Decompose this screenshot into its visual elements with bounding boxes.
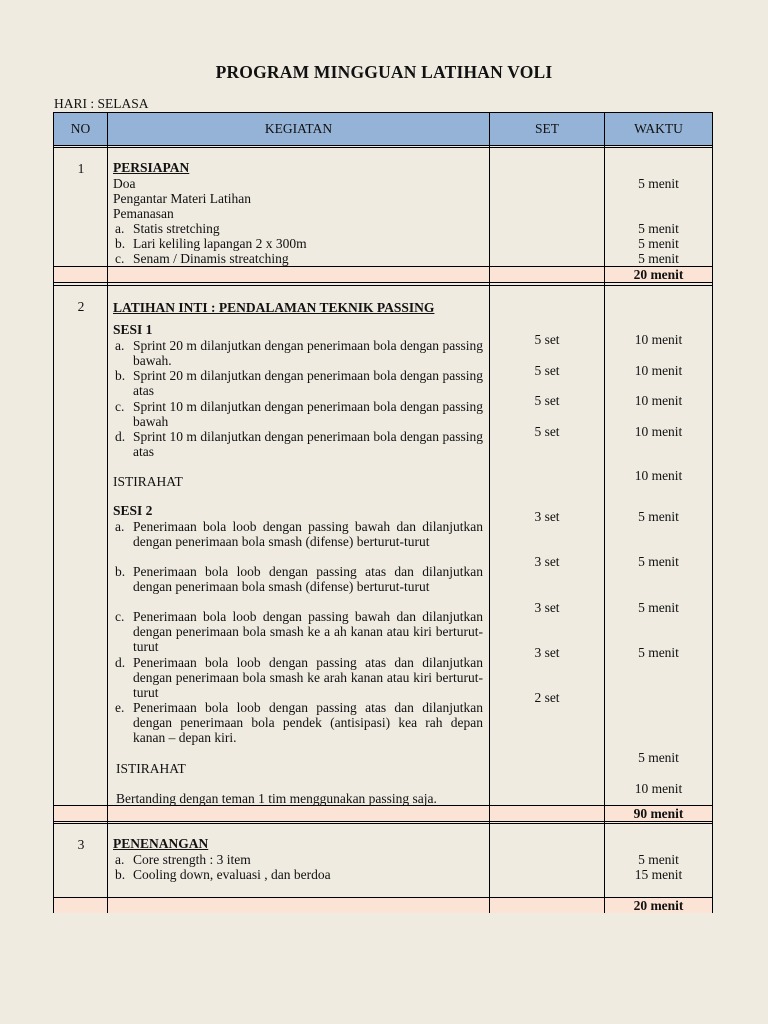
waktu-cell: 5 menit	[638, 750, 679, 765]
set-cell: 3 set	[534, 600, 560, 615]
header-set: SET	[534, 121, 559, 136]
list-item-label: a.	[115, 221, 125, 236]
section-2-number: 2	[77, 299, 85, 314]
list-item-label: b.	[115, 368, 126, 383]
list-item-label: d.	[115, 429, 126, 444]
list-item-label: c.	[115, 399, 125, 414]
list-item: Penerimaan bola loob dengan passing atas dan dilanjutkan dengan penerimaan bola smash ke arah kanan atau kiri berturut-turut	[133, 655, 483, 701]
waktu-cell: 10 menit	[634, 424, 683, 439]
list-item-label: c.	[115, 251, 125, 266]
header-waktu: WAKTU	[634, 121, 683, 136]
list-item-label: a.	[115, 338, 125, 353]
waktu-cell: 5 menit	[638, 176, 679, 191]
waktu-cell: 5 menit	[638, 554, 679, 569]
table-header	[54, 113, 712, 145]
sesi-2-heading: SESI 2	[113, 503, 153, 518]
sesi-1-heading: SESI 1	[113, 322, 153, 337]
list-item: Sprint 20 m dilanjutkan dengan penerimaan bola dengan passing bawah.	[133, 338, 483, 369]
section-2-total: 90 menit	[633, 806, 684, 821]
day-label: HARI : SELASA	[54, 96, 149, 111]
set-cell: 3 set	[534, 645, 560, 660]
set-cell: 5 set	[534, 332, 560, 347]
waktu-cell: 10 menit	[634, 393, 683, 408]
waktu-cell: 5 menit	[638, 236, 679, 251]
waktu-cell: 5 menit	[638, 251, 679, 266]
list-item-label: b.	[115, 564, 126, 579]
list-item-label: b.	[115, 867, 126, 882]
page-title: PROGRAM MINGGUAN LATIHAN VOLI	[215, 62, 553, 82]
header-no: NO	[70, 121, 91, 136]
list-item: Penerimaan bola loob dengan passing atas dan dilanjutkan dengan penerimaan bola smash (difense) berturut-turut	[133, 564, 483, 595]
section-1-heading: PERSIAPAN	[113, 160, 190, 175]
list-item: Penerimaan bola loob dengan passing bawah dan dilanjutkan dengan penerimaan bola smash ke a ah kanan atau kiri berturut-turut	[133, 609, 483, 655]
set-cell: 3 set	[534, 554, 560, 569]
bertanding-text: Bertanding dengan teman 1 tim menggunakan passing saja.	[116, 791, 437, 806]
list-item: Doa	[113, 176, 136, 191]
list-item-label: b.	[115, 236, 126, 251]
waktu-cell: 15 menit	[634, 867, 683, 882]
section-1-total: 20 menit	[633, 267, 684, 282]
set-cell: 5 set	[534, 363, 560, 378]
section-2-heading: LATIHAN INTI : PENDALAMAN TEKNIK PASSING	[113, 300, 435, 315]
section-1-number: 1	[77, 161, 85, 176]
istirahat-label: ISTIRAHAT	[116, 761, 186, 776]
list-item: Sprint 20 m dilanjutkan dengan penerimaan bola dengan passing atas	[133, 368, 483, 399]
istirahat-label: ISTIRAHAT	[113, 474, 183, 489]
list-item: Sprint 10 m dilanjutkan dengan penerimaan bola dengan passing bawah	[133, 399, 483, 430]
list-item-label: c.	[115, 609, 125, 624]
list-item-label: e.	[115, 700, 125, 715]
waktu-cell: 10 menit	[634, 363, 683, 378]
waktu-cell: 5 menit	[638, 645, 679, 660]
waktu-cell: 5 menit	[638, 509, 679, 524]
list-item: Senam / Dinamis streatching	[133, 251, 289, 266]
set-cell: 2 set	[534, 690, 560, 705]
waktu-cell: 10 menit	[634, 468, 683, 483]
set-cell: 5 set	[534, 393, 560, 408]
list-item: Penerimaan bola loob dengan passing atas dan dilanjutkan dengan penerimaan bola pendek (antisipasi) kea rah depan kanan – depan kiri.	[133, 700, 483, 746]
list-item-label: a.	[115, 519, 125, 534]
list-item: Cooling down, evaluasi , dan berdoa	[133, 867, 331, 882]
list-item: Lari keliling lapangan 2 x 300m	[133, 236, 307, 251]
set-cell: 5 set	[534, 424, 560, 439]
section-3-heading: PENENANGAN	[113, 836, 209, 851]
list-item-label: a.	[115, 852, 125, 867]
header-kegiatan: KEGIATAN	[264, 121, 333, 136]
waktu-cell: 10 menit	[634, 332, 683, 347]
list-item: Core strength : 3 item	[133, 852, 251, 867]
training-table	[53, 112, 713, 913]
section-3-total: 20 menit	[633, 898, 684, 913]
list-item: Sprint 10 m dilanjutkan dengan penerimaan bola dengan passing atas	[133, 429, 483, 460]
section-3-number: 3	[77, 837, 85, 852]
waktu-cell: 5 menit	[638, 600, 679, 615]
waktu-cell: 5 menit	[638, 852, 679, 867]
waktu-cell: 10 menit	[634, 781, 683, 796]
list-item: Pemanasan	[113, 206, 174, 221]
list-item: Pengantar Materi Latihan	[113, 191, 251, 206]
list-item: Penerimaan bola loob dengan passing bawah dan dilanjutkan dengan penerimaan bola smash (difense) berturut-turut	[133, 519, 483, 550]
list-item: Statis stretching	[133, 221, 220, 236]
set-cell: 3 set	[534, 509, 560, 524]
waktu-cell: 5 menit	[638, 221, 679, 236]
list-item-label: d.	[115, 655, 126, 670]
